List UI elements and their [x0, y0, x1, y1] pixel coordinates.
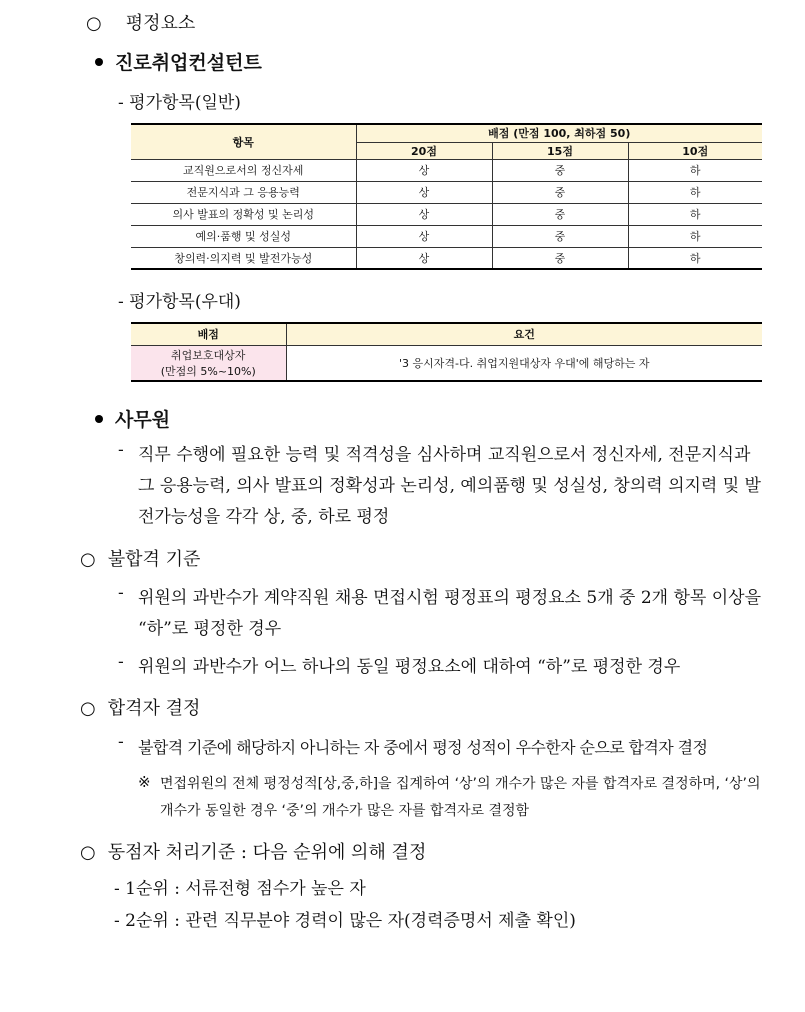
row-grade-mid: 중 [492, 225, 628, 247]
row-grade-low: 하 [628, 203, 762, 225]
circle-bullet: ○ [86, 13, 102, 34]
row-item: 예의·품행 및 성실성 [131, 225, 356, 247]
header-score-15: 15점 [492, 142, 628, 159]
subsection-clerk [95, 405, 170, 432]
row-grade-low: 하 [628, 225, 762, 247]
pref-items-label: - 평가항목(우대) [118, 292, 241, 312]
header-score: 배점 [131, 323, 286, 345]
row-grade-mid: 중 [492, 159, 628, 181]
row-grade-mid: 중 [492, 203, 628, 225]
table-row [131, 345, 762, 381]
fail-criterion-1: 위원의 과반수가 계약직원 채용 면접시험 평정표의 평정요소 5개 중 2개 항목 이상을 “하”로 평정한 경우 [138, 588, 761, 639]
pref-score-cell [131, 345, 286, 381]
circle-bullet: ○ [80, 842, 96, 863]
pass-criterion: 불합격 기준에 해당하지 아니하는 자 중에서 평정 성적이 우수한자 순으로 합격자 결정 [138, 738, 708, 757]
subsection-title: 진로취업컨설턴트 [115, 52, 262, 74]
row-item: 의사 발표의 정확성 및 논리성 [131, 203, 356, 225]
header-score: 배점 (만점 100, 최하점 50) [356, 124, 762, 142]
fail-criterion-2: 위원의 과반수가 어느 하나의 동일 평정요소에 대하여 “하”로 평정한 경우 [138, 657, 681, 677]
table-row [131, 225, 762, 247]
section-pass-decision [80, 694, 200, 720]
header-item: 항목 [131, 124, 356, 159]
header-condition: 요건 [286, 323, 762, 345]
dash-mark: - [118, 583, 124, 603]
subsection-title: 사무원 [115, 409, 171, 431]
row-grade-mid: 중 [492, 181, 628, 203]
pref-score-line2: (만점의 5%~10%) [160, 364, 256, 378]
row-item: 교직원으로서의 정신자세 [131, 159, 356, 181]
row-grade-low: 하 [628, 247, 762, 269]
dash-mark: - [118, 440, 124, 460]
pass-note: 면접위원의 전체 평정성적[상,중,하]을 집계하여 ‘상’의 개수가 많은 자를 합격자로 결정하며, ‘상’의 개수가 동일한 경우 ‘중’의 개수가 많은 자를 합격자로 결정함 [160, 776, 761, 819]
row-item: 창의력·의지력 및 발전가능성 [131, 247, 356, 269]
table-row [131, 203, 762, 225]
section-title: 불합격 기준 [107, 549, 201, 570]
row-grade-high: 상 [356, 225, 492, 247]
table-row [131, 247, 762, 269]
circle-bullet: ○ [80, 549, 96, 570]
section-eval-elements [86, 9, 195, 35]
row-grade-high: 상 [356, 159, 492, 181]
table-row [131, 181, 762, 203]
note-mark: ※ [138, 773, 151, 791]
pref-score-line1: 취업보호대상자 [171, 348, 246, 362]
header-score-20: 20점 [356, 142, 492, 159]
dash-mark: - [118, 652, 124, 672]
row-grade-mid: 중 [492, 247, 628, 269]
section-title: 동점자 처리기준 : 다음 순위에 의해 결정 [107, 842, 427, 863]
section-title: 평정요소 [125, 13, 196, 34]
header-score-10: 10점 [628, 142, 762, 159]
tie-rule-1: - 1순위 : 서류전형 점수가 높은 자 [114, 879, 366, 899]
section-tie-rules [80, 838, 426, 864]
row-grade-low: 하 [628, 159, 762, 181]
row-grade-low: 하 [628, 181, 762, 203]
tie-rule-2: - 2순위 : 관련 직무분야 경력이 많은 자(경력증명서 제출 확인) [114, 911, 576, 931]
row-item: 전문지식과 그 응용능력 [131, 181, 356, 203]
row-grade-high: 상 [356, 203, 492, 225]
row-grade-high: 상 [356, 181, 492, 203]
pref-eval-table [131, 322, 762, 382]
table-row [131, 159, 762, 181]
section-fail-criteria [80, 545, 200, 571]
dot-bullet [95, 58, 103, 66]
dash-mark: - [118, 732, 124, 752]
general-items-label: - 평가항목(일반) [118, 93, 241, 113]
section-title: 합격자 결정 [107, 698, 201, 719]
pref-condition-cell: '3 응시자격-다. 취업지원대상자 우대'에 해당하는 자 [286, 345, 762, 381]
row-grade-high: 상 [356, 247, 492, 269]
general-eval-table [131, 123, 762, 270]
subsection-consultant [95, 48, 262, 75]
clerk-description: 직무 수행에 필요한 능력 및 적격성을 심사하며 교직원으로서 정신자세, 전문지식과 그 응용능력, 의사 발표의 정확성과 논리성, 예의품행 및 성실성, 창의력 의지력 및 발전가능성을 각각 상, 중, 하로 평정 [138, 445, 761, 527]
circle-bullet: ○ [80, 698, 96, 719]
dot-bullet [95, 415, 103, 423]
